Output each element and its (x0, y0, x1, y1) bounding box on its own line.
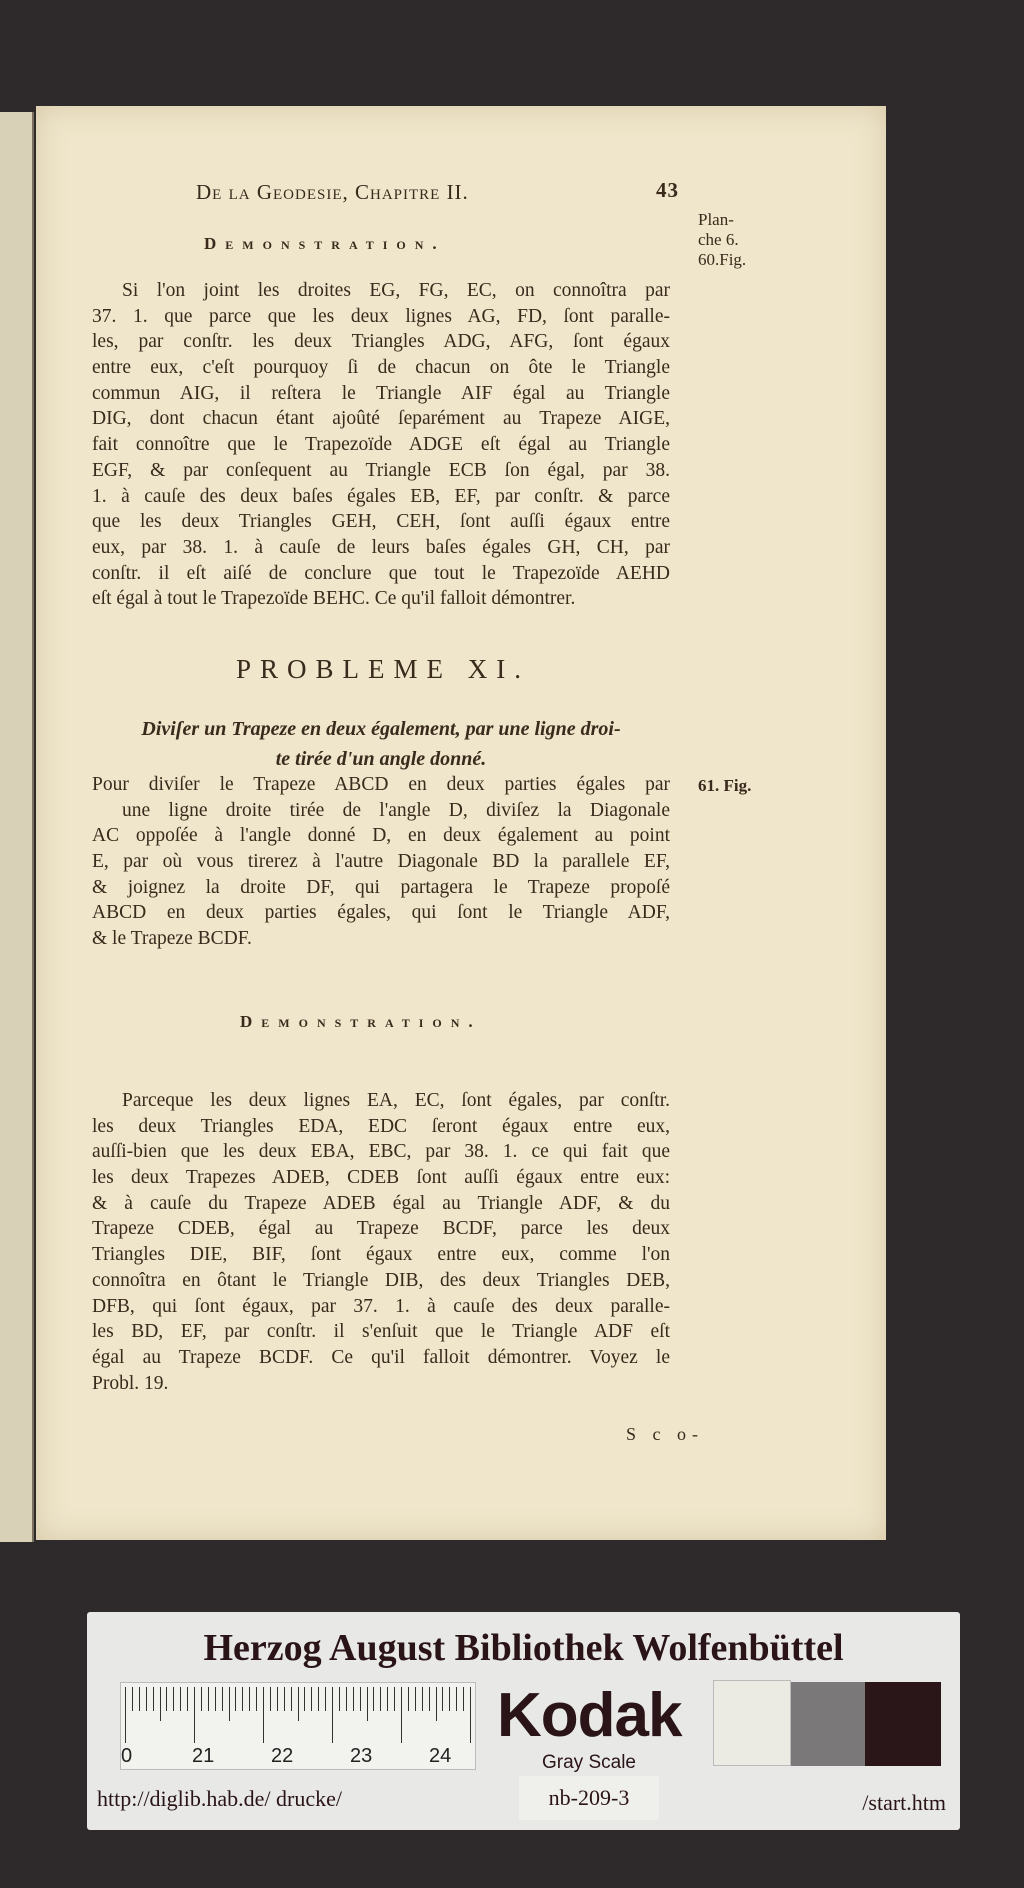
text-line: commun AIG, il reſtera le Triangle AIF égal au Triangle (92, 382, 670, 404)
text-line: égal au Trapeze BCDF. Ce qu'il falloit démontrer. Voyez le (92, 1346, 670, 1368)
paragraph-2 (92, 772, 670, 952)
text-line: DFB, qui ſont égaux, par 37. 1. à cauſe des deux paralle- (92, 1295, 670, 1317)
text-line: Si l'on joint les droites EG, FG, EC, on connoîtra par (122, 280, 670, 301)
text-line: les BD, EF, par conſtr. il s'enſuit que le Triangle ADF eſt (92, 1321, 670, 1343)
ruler-tick (436, 1687, 437, 1721)
book-page (36, 106, 886, 1540)
ruler-tick (332, 1687, 333, 1743)
ruler-tick (277, 1687, 278, 1711)
text-line: Triangles DIE, BIF, ſont égaux entre eux, comme l'on (92, 1244, 670, 1266)
text-line: les deux Trapezes ADEB, CDEB ſont auſſi égaux entre eux: (92, 1167, 670, 1189)
text-line: & le Trapeze BCDF. (92, 928, 252, 950)
ruler-tick (139, 1687, 140, 1711)
heading-demonstration-2: Demonstration. (240, 1012, 482, 1031)
text-line: Probl. 19. (92, 1372, 169, 1394)
ruler-tick (463, 1687, 464, 1711)
ruler-tick (325, 1687, 326, 1711)
ruler-tick (194, 1687, 195, 1743)
ruler-tick (367, 1687, 368, 1721)
heading-demonstration-1: Demonstration. (204, 234, 446, 253)
margin-note-plate (698, 210, 746, 270)
problem-statement (92, 714, 670, 774)
text-line: connoîtra en ôtant le Triangle DIB, des deux Triangles DEB, (92, 1269, 670, 1291)
ruler-tick (201, 1687, 202, 1711)
ruler (120, 1682, 476, 1770)
gray-patch-mid (791, 1682, 865, 1766)
text-line: AC oppoſée à l'angle donné D, en deux également au point (92, 825, 670, 847)
ruler-tick (380, 1687, 381, 1711)
ruler-tick (242, 1687, 243, 1711)
text-line: & joignez la droite DF, qui partagera le Trapeze propoſé (92, 876, 670, 898)
text-line: entre eux, c'eſt pourquoy ſi de chacun on ôte le Triangle (92, 357, 670, 379)
url-left: http://diglib.hab.de/ drucke/ (97, 1786, 343, 1811)
ruler-tick (291, 1687, 292, 1711)
ruler-tick (270, 1687, 271, 1711)
text-line: Pour diviſer le Trapeze ABCD en deux parties égales par (92, 774, 670, 795)
ruler-label: 24 (429, 1745, 452, 1767)
ruler-tick (401, 1687, 402, 1743)
facing-page-edge (0, 112, 34, 1542)
ruler-tick (160, 1687, 161, 1721)
ruler-tick (360, 1687, 361, 1711)
margin-note-line: che 6. (698, 230, 739, 249)
ruler-tick (387, 1687, 388, 1711)
text-line: les deux Triangles EDA, EDC ſeront égaux entre eux, (92, 1115, 670, 1137)
text-line: Trapeze CDEB, égal au Trapeze BCDF, parce les deux (92, 1218, 670, 1240)
ruler-label: 21 (192, 1745, 215, 1767)
ruler-tick (187, 1687, 188, 1711)
text-line: EGF, & par conſequent au Triangle ECB ſon égal, par 38. (92, 459, 670, 481)
ruler-label: 22 (271, 1745, 294, 1767)
margin-note-line: Plan- (698, 210, 734, 229)
text-line: ABCD en deux parties égales, qui ſont le Triangle ADF, (92, 902, 670, 924)
text-line: fait connoître que le Trapezoïde ADGE eſt égal au Triangle (92, 434, 670, 456)
ruler-tick (353, 1687, 354, 1711)
ruler-tick (346, 1687, 347, 1711)
ruler-tick (298, 1687, 299, 1721)
running-head: De la Geodesie, Chapitre II. (196, 180, 469, 204)
ruler-tick (284, 1687, 285, 1711)
text-line: auſſi-bien que les deux EBA, EBC, par 38. 1. ce qui fait que (92, 1141, 670, 1163)
paragraph-1 (92, 278, 670, 612)
ruler-tick (442, 1687, 443, 1711)
ruler-tick (456, 1687, 457, 1711)
text-line: eux, par 38. 1. à cauſe de leurs baſes égales GH, CH, par (92, 536, 670, 558)
text-line: Parceque les deux lignes EA, EC, ſont égales, par conſtr. (122, 1090, 670, 1111)
text-line: & à cauſe du Trapeze ADEB égal au Triangle ADF, & du (92, 1192, 670, 1214)
ruler-tick (256, 1687, 257, 1711)
text-line: eſt égal à tout le Trapezoïde BEHC. Ce qu'il falloit démontrer. (92, 588, 576, 610)
statement-line: te tirée d'un angle donné. (275, 748, 487, 770)
ruler-tick (146, 1687, 147, 1711)
ruler-tick (235, 1687, 236, 1711)
ruler-tick (408, 1687, 409, 1711)
text-line: les, par conſtr. les deux Triangles ADG, AFG, ſont égaux (92, 331, 670, 353)
ruler-tick (180, 1687, 181, 1711)
ruler-tick (449, 1687, 450, 1711)
ruler-tick (415, 1687, 416, 1711)
ruler-tick (215, 1687, 216, 1711)
library-color-card (87, 1612, 960, 1830)
ruler-tick (125, 1687, 126, 1743)
ruler-tick (249, 1687, 250, 1711)
text-line: 37. 1. que parce que les deux lignes AG, FD, ſont paralle- (92, 305, 670, 327)
text-line: E, par où vous tirerez à l'autre Diagonale BD la parallele EF, (92, 851, 670, 873)
text-line: conſtr. il eſt aiſé de conclure que tout le Trapezoïde AEHD (92, 562, 670, 584)
margin-note-figure: 61. Fig. (698, 776, 752, 795)
url-right: /start.htm (862, 1790, 946, 1815)
gray-patch-white (713, 1680, 791, 1766)
ruler-label: 23 (350, 1745, 373, 1767)
library-title: Herzog August Bibliothek Wolfenbüttel (203, 1627, 844, 1669)
ruler-tick (339, 1687, 340, 1711)
text-line: 1. à cauſe des deux baſes égales EB, EF, par conſtr. & parce (92, 485, 670, 507)
page-number: 43 (656, 178, 679, 202)
ruler-tick (318, 1687, 319, 1711)
ruler-tick (422, 1687, 423, 1711)
paragraph-3 (92, 1088, 670, 1396)
problem-title: PROBLEME XI. (236, 654, 531, 684)
ruler-tick (153, 1687, 154, 1711)
ruler-tick (208, 1687, 209, 1711)
ruler-tick (229, 1687, 230, 1721)
ruler-tick (373, 1687, 374, 1711)
margin-note-line: 60.Fig. (698, 250, 747, 269)
ruler-tick (470, 1687, 471, 1743)
shelfmark: nb-209-3 (519, 1776, 659, 1820)
gray-patch-dark (865, 1682, 941, 1766)
text-line: que les deux Triangles GEH, CEH, ſont auſſi égaux entre (92, 511, 670, 533)
ruler-tick (222, 1687, 223, 1711)
ruler-tick (394, 1687, 395, 1711)
ruler-tick (429, 1687, 430, 1711)
ruler-tick (304, 1687, 305, 1711)
text-line: une ligne droite tirée de l'angle D, diviſez la Diagonale (122, 799, 670, 821)
ruler-tick (173, 1687, 174, 1711)
ruler-tick (263, 1687, 264, 1743)
ruler-tick (166, 1687, 167, 1711)
text-line: DIG, dont chacun étant ajoûté ſeparément au Trapeze AIGE, (92, 408, 670, 430)
ruler-tick (132, 1687, 133, 1711)
ruler-tick (311, 1687, 312, 1711)
gray-scale-label: Gray Scale (542, 1752, 636, 1773)
statement-line: Diviſer un Trapeze en deux également, par une ligne droi- (141, 718, 621, 740)
kodak-logo: Kodak (497, 1681, 682, 1750)
catchword: S c o- (626, 1424, 704, 1444)
ruler-label: 0 (121, 1745, 133, 1767)
